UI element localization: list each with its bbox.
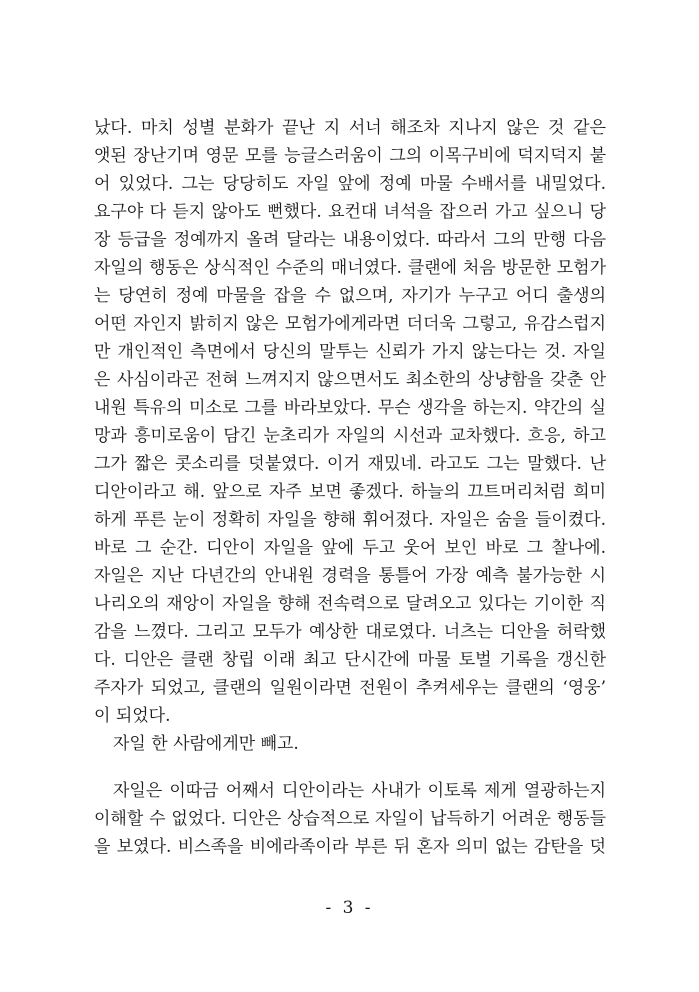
text-line: 감을 느꼈다. 그리고 모두가 예상한 대로였다. 너츠는 디안을 허락했 (94, 622, 606, 642)
text-line: 는 당연히 정예 마물을 잡을 수 없으며, 자기가 누구고 어디 출생의 (94, 286, 606, 306)
text-line: 주자가 되었고, 클랜의 일원이라면 전원이 추켜세우는 클랜의 ‘영웅’ (94, 678, 606, 698)
body-text-upper (94, 114, 606, 758)
body-text-lower (94, 777, 606, 861)
text-line: 자일은 지난 다년간의 안내원 경력을 통틀어 가장 예측 불가능한 시 (94, 566, 606, 586)
text-line: 어떤 자인지 밝히지 않은 모험가에게라면 더더욱 그렇고, 유감스럽지 (94, 314, 606, 334)
text-line: 다. 디안은 클랜 창립 이래 최고 단시간에 마물 토벌 기록을 갱신한 (94, 650, 606, 670)
text-line: 났다. 마치 성별 분화가 끝난 지 서너 해조차 지나지 않은 것 같은 (94, 118, 606, 138)
page-number: - 3 - (325, 898, 374, 918)
text-line: 을 보였다. 비스족을 비에라족이라 부른 뒤 혼자 의미 없는 감탄을 덧 (94, 837, 606, 857)
text-line: 나리오의 재앙이 자일을 향해 전속력으로 달려오고 있다는 기이한 직 (94, 594, 606, 614)
text-line: 디안이라고 해. 앞으로 자주 보면 좋겠다. 하늘의 끄트머리처럼 희미 (94, 482, 606, 502)
text-line: 이해할 수 없었다. 디안은 상습적으로 자일이 납득하기 어려운 행동들 (94, 809, 606, 829)
text-line: 장 등급을 정예까지 올려 달라는 내용이었다. 따라서 그의 만행 다음 (94, 230, 606, 250)
text-line: 자일은 이따금 어째서 디안이라는 사내가 이토록 제게 열광하는지 (113, 781, 606, 801)
text-line: 만 개인적인 측면에서 당신의 말투는 신뢰가 가지 않는다는 것. 자일 (94, 342, 606, 362)
text-line: 자일의 행동은 상식적인 수준의 매너였다. 클랜에 처음 방문한 모험가 (94, 258, 606, 278)
paragraph-line-single: 자일 한 사람에게만 빼고. (113, 734, 299, 754)
text-line: 바로 그 순간. 디안이 자일을 앞에 두고 웃어 보인 바로 그 찰나에. (94, 538, 606, 558)
text-line: 내원 특유의 미소로 그를 바라보았다. 무슨 생각을 하는지. 약간의 실 (94, 398, 606, 418)
text-line: 그가 짧은 콧소리를 덧붙였다. 이거 재밌네. 라고도 그는 말했다. 난 (94, 454, 606, 474)
text-line: 어 있었다. 그는 당당히도 자일 앞에 정예 마물 수배서를 내밀었다. (94, 174, 606, 194)
text-line: 이 되었다. (94, 706, 171, 726)
text-line: 은 사심이라곤 전혀 느껴지지 않으면서도 최소한의 상냥함을 갖춘 안 (94, 370, 606, 390)
text-line: 하게 푸른 눈이 정확히 자일을 향해 휘어졌다. 자일은 숨을 들이켰다. (94, 510, 606, 530)
text-line: 요구야 다 듣지 않아도 뻔했다. 요컨대 녀석을 잡으러 가고 싶으니 당 (94, 202, 606, 222)
text-line: 앳된 장난기며 영문 모를 능글스러움이 그의 이목구비에 덕지덕지 붙 (94, 146, 606, 166)
text-line: 망과 흥미로움이 담긴 눈초리가 자일의 시선과 교차했다. 흐응, 하고 (94, 426, 606, 446)
